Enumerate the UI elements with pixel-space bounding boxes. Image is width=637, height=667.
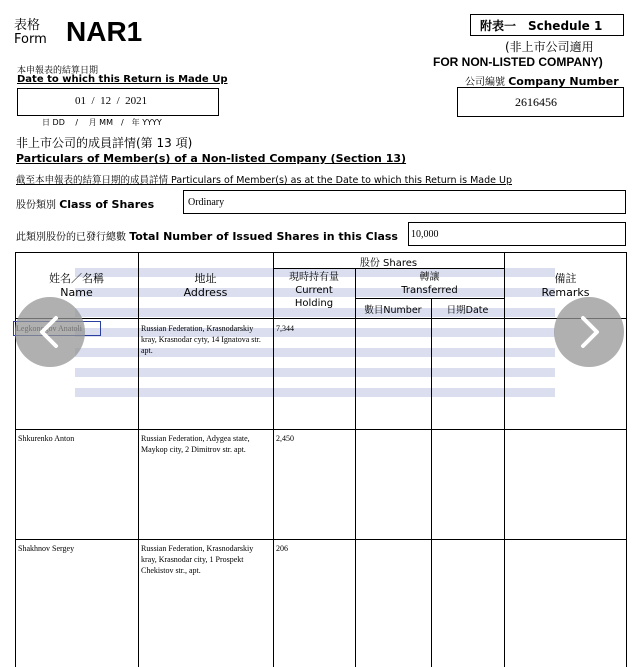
date-sep-2: /	[116, 95, 120, 107]
row-1-holding: 7,344	[276, 324, 294, 333]
col-divider-name	[138, 252, 139, 667]
row-3-name: Shakhnov Sergey	[18, 544, 75, 553]
issued-shares-field[interactable]	[408, 222, 626, 246]
chevron-right-icon	[575, 314, 603, 350]
section-asat	[16, 172, 512, 186]
header-number	[355, 302, 431, 316]
transferred-header-line	[355, 298, 504, 299]
header-number-en: Number	[383, 305, 422, 316]
col-divider-address	[273, 252, 274, 667]
company-number-label-en: Company Number	[508, 75, 619, 88]
header-name-en: Name	[60, 286, 93, 299]
header-transferred	[355, 271, 504, 297]
prev-page-button[interactable]	[15, 297, 85, 367]
header-address-zh: 地址	[194, 272, 217, 285]
company-number-label-zh: 公司編號	[465, 77, 505, 88]
header-remarks-en: Remarks	[541, 286, 590, 299]
section-title-en: Particulars of Member(s) of a Non-listed Company (Section 13)	[16, 152, 407, 165]
chevron-left-icon	[36, 314, 64, 350]
issued-shares-label-en: Total Number of Issued Shares in this Class	[129, 230, 398, 243]
header-transferred-zh: 轉讓	[419, 272, 440, 283]
header-shares-zh: 股份	[359, 258, 380, 269]
row-1-bottom	[15, 429, 627, 430]
header-bottom-line	[15, 318, 627, 319]
return-date-day: 01	[75, 95, 86, 107]
header-holding-zh: 現時持有量	[289, 272, 339, 283]
issued-shares-label	[16, 228, 398, 243]
form-label-en: Form	[14, 32, 47, 47]
share-class-field[interactable]	[183, 190, 626, 214]
form-code: NAR1	[66, 16, 143, 47]
header-name-zh: 姓名／名稱	[49, 272, 104, 285]
share-class-label-zh: 股份類別	[16, 200, 56, 211]
form-label-zh: 表格	[14, 18, 41, 33]
return-date-caption: 日 DD / 月 MM / 年 YYYY	[42, 118, 162, 127]
row-2-bottom	[15, 539, 627, 540]
header-transferred-en: Transferred	[401, 285, 458, 296]
next-page-button[interactable]	[554, 297, 624, 367]
share-class-label	[16, 196, 154, 211]
header-name	[15, 272, 138, 300]
header-shares	[273, 254, 504, 269]
header-holding-en: Current Holding	[294, 285, 334, 309]
row-3-holding: 206	[276, 544, 288, 553]
header-number-zh: 數目	[364, 305, 384, 316]
section-title-zh: 非上市公司的成員詳情(第 13 項)	[16, 136, 193, 150]
col-divider-date	[504, 252, 505, 667]
share-class-value: Ordinary	[188, 197, 225, 208]
header-remarks-zh: 備註	[554, 272, 577, 285]
header-date-zh: 日期	[446, 305, 466, 316]
header-address-en: Address	[183, 286, 228, 299]
return-date-year: 2021	[125, 95, 148, 107]
header-remarks	[504, 272, 627, 300]
issued-shares-value: 10,000	[411, 229, 439, 240]
header-date-en: Date	[465, 305, 489, 316]
schedule-zh: (非上市公司適用	[505, 40, 594, 54]
return-date-label-en: Date to which this Return is Made Up	[17, 74, 228, 85]
share-class-label-en: Class of Shares	[59, 198, 155, 211]
header-date	[431, 302, 504, 316]
col-divider-holding	[355, 268, 356, 667]
section-asat-zh: 截至本申報表的結算日期的成員詳情	[16, 175, 169, 186]
schedule-label: 附表一 Schedule 1	[480, 19, 603, 33]
row-2-name: Shkurenko Anton	[18, 434, 75, 443]
return-date-value	[75, 95, 147, 107]
return-date-label-zh: 本申報表的結算日期	[17, 66, 99, 76]
company-number-label	[465, 73, 619, 88]
schedule-en: FOR NON-LISTED COMPANY)	[433, 55, 603, 69]
row-1-address: Russian Federation, Krasnodarskiy kray, Krasnodar cyty, 14 Ignatova str. apt.	[141, 324, 261, 355]
issued-shares-label-zh: 此類別股份的已發行總數	[16, 232, 126, 243]
header-shares-en: Shares	[383, 258, 418, 269]
return-date-month: 12	[100, 95, 112, 107]
row-2-holding: 2,450	[276, 434, 294, 443]
row-3-address: Russian Federation, Krasnodarskiy kray, Krasnodar city, 1 Prospekt Chekistov str., apt.	[141, 544, 254, 575]
company-number-value: 2616456	[515, 95, 557, 109]
col-divider-number	[431, 298, 432, 667]
header-holding	[273, 271, 355, 310]
date-sep-1: /	[91, 95, 95, 107]
section-asat-en: Particulars of Member(s) as at the Date to which this Return is Made Up	[171, 175, 513, 186]
row-2-address: Russian Federation, Adygea state, Maykop city, 2 Dimitrov str. apt.	[141, 434, 250, 454]
header-address	[138, 272, 273, 300]
